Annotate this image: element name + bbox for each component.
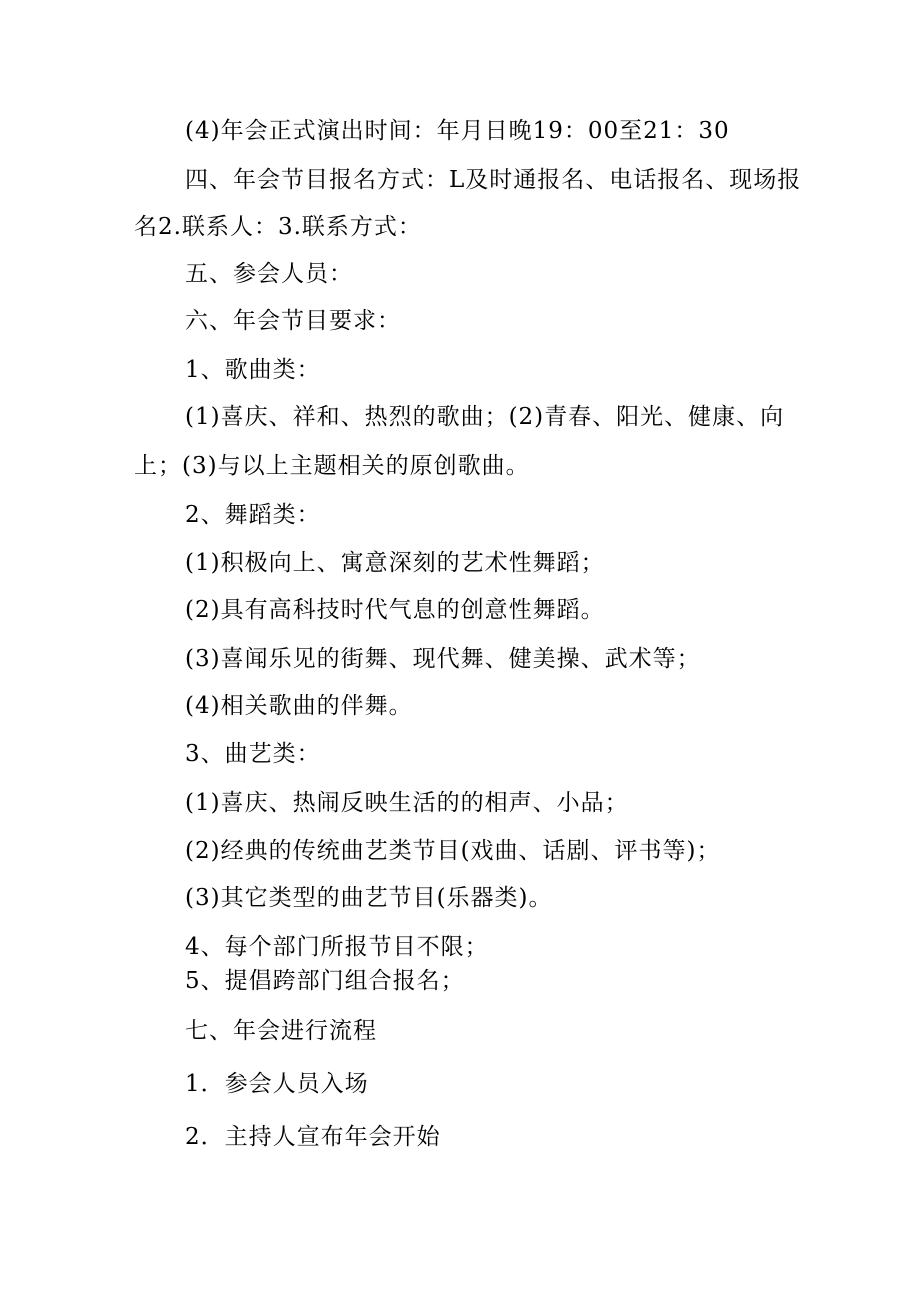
dance-item-2: (2)具有高科技时代气息的创意性舞蹈。: [185, 597, 605, 623]
requirement-item-4: 4、每个部门所报节目不限；: [185, 934, 489, 960]
section-4-registration-contact: 名2.联系人：3.联系方式：: [134, 214, 422, 240]
dance-item-1: (1)积极向上、寓意深刻的艺术性舞蹈；: [185, 550, 605, 576]
section-4-registration-heading: 四、年会节目报名方式：L及时通报名、电话报名、现场报: [185, 167, 802, 193]
quyi-item-3: (3)其它类型的曲艺节目(乐器类)。: [185, 885, 553, 911]
process-step-2: 2．主持人宣布年会开始: [185, 1124, 441, 1150]
dance-item-4: (4)相关歌曲的伴舞。: [185, 693, 413, 719]
section-6-requirements-heading: 六、年会节目要求：: [185, 308, 401, 334]
process-step-1: 1．参会人员入场: [185, 1071, 369, 1097]
song-requirements-line-1: (1)喜庆、祥和、热烈的歌曲；(2)青春、阳光、健康、向: [185, 404, 785, 430]
dance-item-3: (3)喜闻乐见的街舞、现代舞、健美操、武术等；: [185, 646, 701, 672]
dance-category-heading: 2、舞蹈类：: [185, 502, 321, 528]
requirement-item-5: 5、提倡跨部门组合报名；: [185, 968, 465, 994]
song-requirements-line-2: 上；(3)与以上主题相关的原创歌曲。: [134, 453, 530, 479]
quyi-category-heading: 3、曲艺类：: [185, 741, 321, 767]
performance-time-line: (4)年会正式演出时间：年月日晚19：00至21：30: [185, 118, 730, 144]
quyi-item-1: (1)喜庆、热闹反映生活的的相声、小品；: [185, 790, 629, 816]
section-5-attendees-heading: 五、参会人员：: [185, 261, 353, 287]
song-category-heading: 1、歌曲类：: [185, 357, 321, 383]
quyi-item-2: (2)经典的传统曲艺类节目(戏曲、话剧、评书等)；: [185, 838, 721, 864]
section-7-process-heading: 七、年会进行流程: [185, 1018, 377, 1044]
